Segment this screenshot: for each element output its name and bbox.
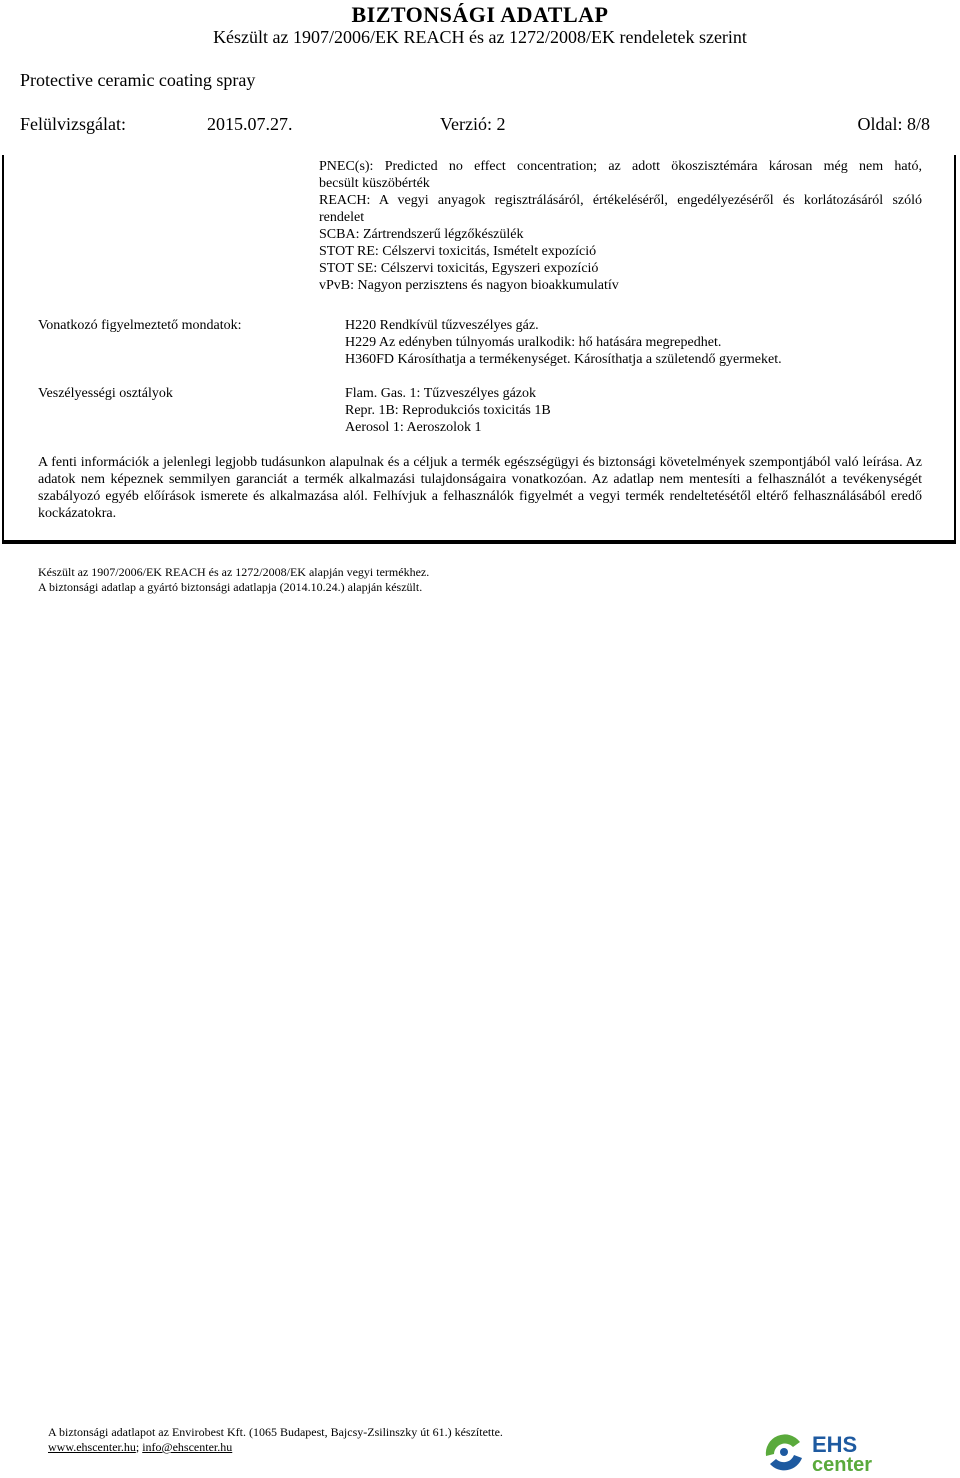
footnote-line: A biztonsági adatlap a gyártó biztonsági adatlapja (2014.10.24.) alapján készült. bbox=[38, 580, 423, 594]
logo-text-center: center bbox=[812, 1454, 873, 1474]
hazard-statements-label: Vonatkozó figyelmeztető mondatok: bbox=[38, 318, 242, 333]
link-separator: ; bbox=[135, 1440, 140, 1454]
footnote bbox=[38, 565, 429, 595]
product-name: Protective ceramic coating spray bbox=[20, 70, 256, 90]
disclaimer-paragraph: A fenti információk a jelenlegi legjobb tudásunkon alapulnak és a céljuk a termék egészségügyi és biztonsági követelmények szempontjából való leírása. Az adatok nem képeznek semmilyen garanciát a termék alkalmazási tulajdonságaira vonatkozóan. Az adatlap nem mentesíti a felhasználót a tevékenységét szabályozó egyéb előírások ismerete és alkalmazása alól. Felhívjuk a felhasználók figyelmét a vegyi termék rendeltetésétől eltérő felhasználásából eredő kockázatokra. bbox=[38, 455, 922, 521]
page-number: Oldal: 8/8 bbox=[857, 114, 930, 134]
ehs-center-logo bbox=[762, 1428, 922, 1474]
revision-date: 2015.07.27. bbox=[207, 114, 293, 134]
revision-label: Felülvizsgálat: bbox=[20, 114, 126, 134]
hazard-statement: H229 Az edényben túlnyomás uralkodik: hő hatására megrepedhet. bbox=[345, 335, 722, 350]
logo-text-ehs: EHS bbox=[812, 1432, 858, 1457]
hazard-statement: H360FD Károsíthatja a termékenységet. Károsíthatja a születendő gyermeket. bbox=[345, 352, 782, 367]
document-subtitle: Készült az 1907/2006/EK REACH és az 1272/2008/EK rendeletek szerint bbox=[213, 27, 747, 47]
abbr-reach-line2: rendelet bbox=[319, 210, 365, 225]
hazard-class: Flam. Gas. 1: Tűzveszélyes gázok bbox=[345, 386, 537, 401]
hazard-classes-list bbox=[345, 385, 551, 436]
hazard-statement: H220 Rendkívül tűzveszélyes gáz. bbox=[345, 318, 539, 333]
abbr-pnec-line1: PNEC(s): Predicted no effect concentration; az adott ökoszisztémára károsan még nem ható, bbox=[319, 159, 922, 174]
hazard-class: Aerosol 1: Aeroszolok 1 bbox=[345, 420, 482, 435]
abbreviation-list bbox=[319, 158, 922, 294]
abbr-vpvb: vPvB: Nagyon perzisztens és nagyon bioakkumulatív bbox=[319, 278, 619, 293]
abbr-stot-re: STOT RE: Célszervi toxicitás, Ismételt expozíció bbox=[319, 244, 597, 259]
hazard-class: Repr. 1B: Reprodukciós toxicitás 1B bbox=[345, 403, 551, 418]
abbr-reach-line1: REACH: A vegyi anyagok regisztrálásáról, értékeléséről, engedélyezéséről és korlátozásáról szóló bbox=[319, 193, 922, 208]
page-footer bbox=[48, 1425, 503, 1455]
document-title: BIZTONSÁGI ADATLAP bbox=[351, 2, 609, 27]
hazard-statements-list bbox=[345, 317, 782, 368]
footer-prepared-by: A biztonsági adatlapot az Envirobest Kft. (1065 Budapest, Bajcsy-Zsilinszky út 61.) készítette. bbox=[48, 1425, 503, 1439]
footer-links bbox=[48, 1440, 503, 1455]
abbr-stot-se: STOT SE: Célszervi toxicitás, Egyszeri expozíció bbox=[319, 261, 599, 276]
abbr-scba: SCBA: Zártrendszerű légzőkészülék bbox=[319, 227, 524, 242]
version: Verzió: 2 bbox=[440, 114, 506, 134]
email-link[interactable]: info@ehscenter.hu bbox=[142, 1440, 233, 1454]
footnote-line: Készült az 1907/2006/EK REACH és az 1272/2008/EK alapján vegyi termékhez. bbox=[38, 565, 430, 579]
website-link[interactable]: www.ehscenter.hu bbox=[48, 1440, 136, 1454]
logo-mark-icon bbox=[766, 1434, 802, 1470]
abbr-pnec-line2: becsült küszöbérték bbox=[319, 176, 430, 191]
hazard-classes-label: Veszélyességi osztályok bbox=[38, 386, 173, 401]
